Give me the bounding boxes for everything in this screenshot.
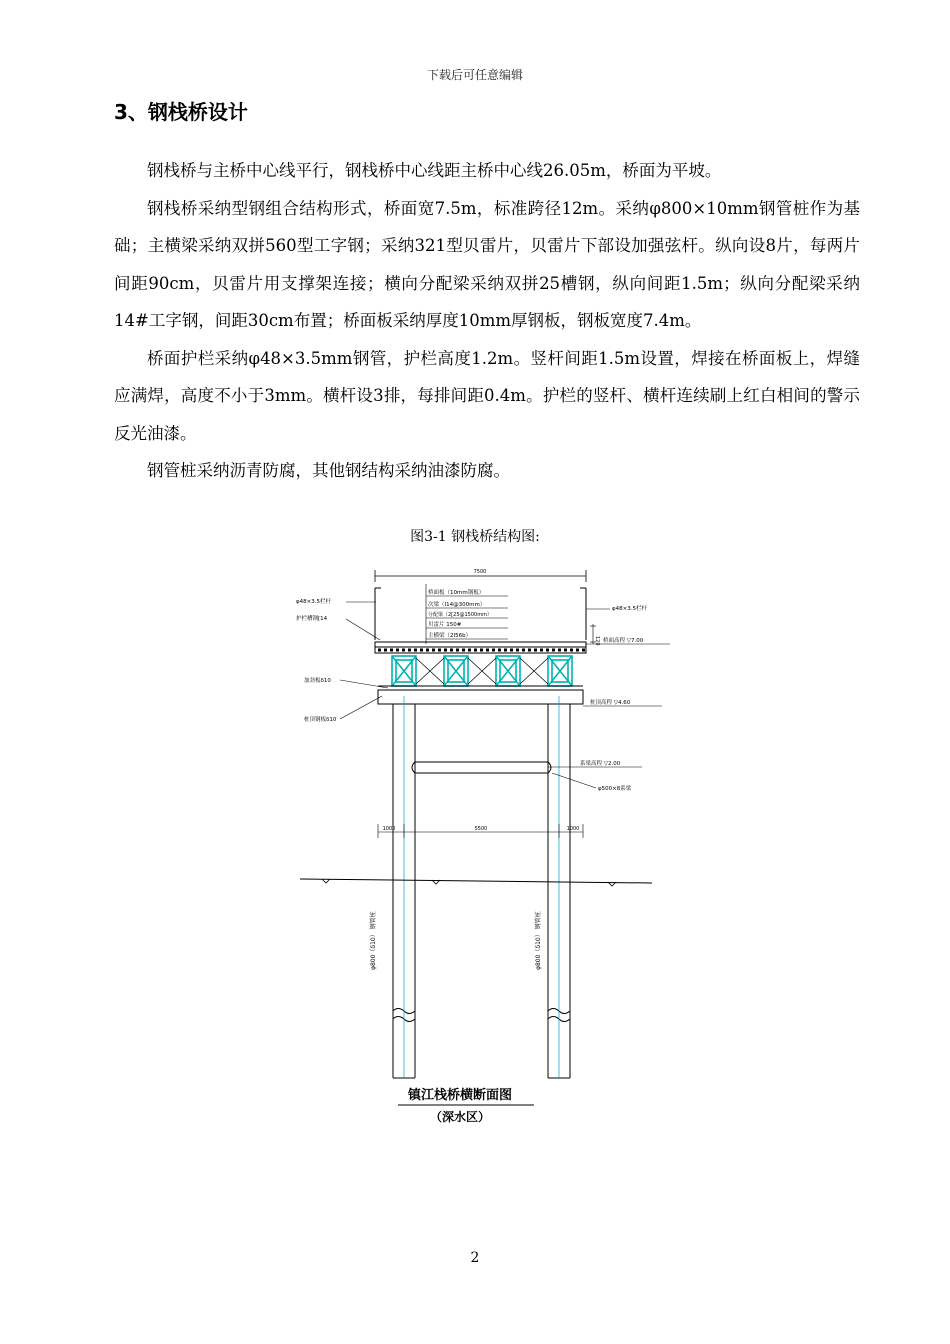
dim-middle: 5500 xyxy=(474,826,488,832)
beam-section xyxy=(426,649,429,652)
beam-section xyxy=(396,649,399,652)
beam-section xyxy=(486,649,489,652)
ground-line xyxy=(300,879,652,883)
beam-section xyxy=(504,649,507,652)
beam-section xyxy=(498,649,501,652)
beam-section xyxy=(522,649,525,652)
truss-bracing xyxy=(416,658,548,684)
layer-label-distribution: 分配梁（2[25@1500mm） xyxy=(428,612,492,618)
pile-label-left: φ800（δ10） 钢管桩 xyxy=(370,911,377,970)
beam-section xyxy=(408,649,411,652)
dim-right: 1000 xyxy=(566,826,580,832)
left-label-pile-plate: 桩顶钢板δ10 xyxy=(304,717,337,723)
beam-section xyxy=(468,649,471,652)
beam-section xyxy=(510,649,513,652)
page-header: 下载后可任意编辑 xyxy=(426,68,523,82)
figure-caption: 图3-1 钢栈桥结构图: xyxy=(410,529,540,545)
rail-height-label: 120 xyxy=(594,636,600,646)
beam-section xyxy=(402,649,405,652)
beam-section xyxy=(462,649,465,652)
beam-section xyxy=(546,649,549,652)
beam-section xyxy=(558,649,561,652)
beam-section xyxy=(552,649,555,652)
beam-section xyxy=(582,649,585,652)
layer-label-secondary: 次梁（I14@300mm） xyxy=(428,602,486,608)
bailey-panel xyxy=(496,656,520,686)
paragraph: 钢栈桥采纳型钢组合结构形式，桥面宽7.5m，标准跨径12m。采纳φ800×10mm钢管桩作为基础；主横梁采纳双拼560型工字钢；采纳321型贝雷片，贝雷片下部设加强弦杆。纵向设8片，每两片间距90cm，贝雷片用支撑架连接；横向分配梁采纳双拼25槽钢，纵向间距1.5m；纵向分配梁采纳14#工字钢，间距30cm布置；桥面板采纳厚度10mm厚钢板，钢板宽度7.4m。 xyxy=(114,198,860,330)
body-text xyxy=(114,152,860,490)
section-heading: 3、钢栈桥设计 xyxy=(114,100,248,124)
right-label-rail: φ48×3.5栏杆 xyxy=(612,606,647,612)
beam-section xyxy=(420,649,423,652)
beam-section xyxy=(414,649,417,652)
beam-section xyxy=(384,649,387,652)
bailey-trusses xyxy=(392,656,572,686)
beam-section xyxy=(528,649,531,652)
dim-left: 1000 xyxy=(382,826,396,832)
tie-beam xyxy=(412,762,551,773)
pile-centerlines xyxy=(404,696,559,1078)
paragraph: 桥面护栏采纳φ48×3.5mm钢管，护栏高度1.2m。竖杆间距1.5m设置，焊接在桥面板上，焊缝应满焊，高度不小于3mm。横杆设3排，每排间距0.4m。护栏的竖杆、横杆连续刷上红白相间的警示反光油漆。 xyxy=(114,348,860,443)
right-label-tie-beam: φ500×8系梁 xyxy=(598,786,632,792)
beam-section xyxy=(540,649,543,652)
layer-label-main-beam: 主横梁（2I56b） xyxy=(428,633,472,639)
drawing-title: 镇江栈桥横断面图 xyxy=(407,1088,513,1103)
beam-section xyxy=(432,649,435,652)
left-label-rail: φ48×3.5栏杆 xyxy=(296,599,331,605)
right-label-tie-elev: 系梁高程 ▽2.00 xyxy=(580,761,621,767)
beam-section xyxy=(474,649,477,652)
bailey-panel xyxy=(548,656,572,686)
paragraph: 钢管桩采纳沥青防腐，其他钢结构采纳油漆防腐。 xyxy=(147,461,510,480)
beam-section xyxy=(564,649,567,652)
beam-section xyxy=(480,649,483,652)
beam-section xyxy=(570,649,573,652)
bailey-panel xyxy=(392,656,416,686)
left-label-channel: 护栏槽钢[14 xyxy=(296,616,328,622)
beam-section xyxy=(576,649,579,652)
page-number: 2 xyxy=(470,1250,480,1266)
piles xyxy=(393,704,570,1078)
layer-label-bailey: 贝雷片 150# xyxy=(428,622,462,628)
beam-section xyxy=(444,649,447,652)
right-label-pile-top-elev: 桩顶高程 ▽4.60 xyxy=(590,700,631,706)
beam-section xyxy=(492,649,495,652)
layer-label-deck: 桥面板（10mm钢板） xyxy=(428,590,485,596)
beam-section xyxy=(516,649,519,652)
beam-section xyxy=(456,649,459,652)
pile-label-right: φ800（δ10） 钢管桩 xyxy=(535,911,542,970)
cross-section-drawing xyxy=(290,560,670,1130)
beam-section xyxy=(390,649,393,652)
top-dim-label: 7500 xyxy=(473,569,487,575)
bridge-cross-section-figure xyxy=(290,560,670,1130)
right-label-deck-elev: 桥面高程 ▽7.00 xyxy=(603,638,644,644)
paragraph: 钢栈桥与主桥中心线平行，钢栈桥中心线距主桥中心线26.05m，桥面为平坡。 xyxy=(147,161,722,180)
left-label-stiffener: 加劲板δ10 xyxy=(304,678,331,684)
drawing-subtitle: （深水区） xyxy=(429,1110,491,1124)
deck-beams xyxy=(378,649,585,652)
cap-beam xyxy=(378,690,583,704)
beam-section xyxy=(534,649,537,652)
beam-section xyxy=(450,649,453,652)
bailey-panel xyxy=(444,656,468,686)
beam-section xyxy=(438,649,441,652)
beam-section xyxy=(378,649,381,652)
